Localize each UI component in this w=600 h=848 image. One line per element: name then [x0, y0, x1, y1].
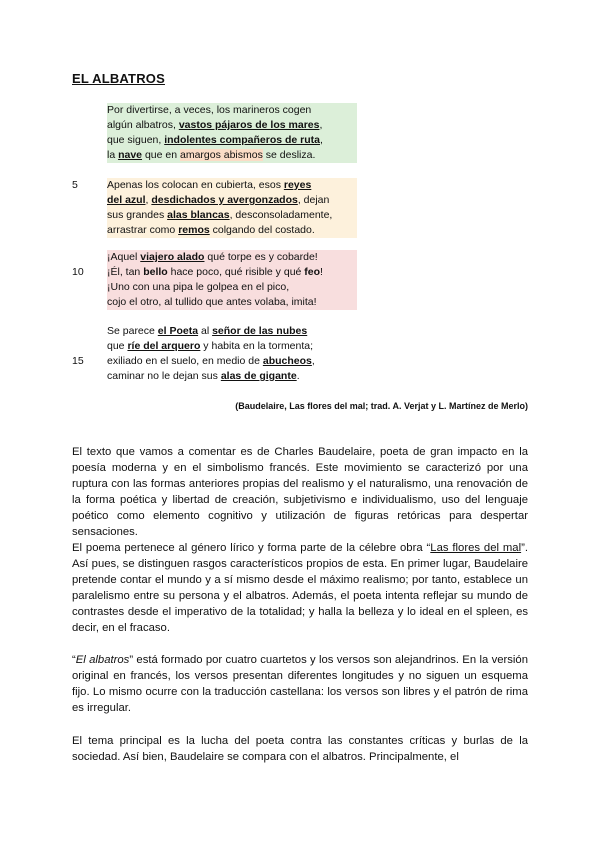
key-phrase: del azul [107, 194, 146, 206]
verse-text: sus grandes [107, 209, 168, 221]
verse-line [107, 339, 357, 354]
verse-text: ¡Aquel [107, 251, 141, 263]
verse-text: ¡Uno con una pipa le golpea en el pico, [107, 281, 290, 293]
key-phrase: alas blancas [167, 209, 230, 221]
verse-line [107, 223, 357, 238]
line-number: 10 [72, 266, 84, 278]
key-word: feo [304, 266, 321, 278]
paragraph-text: “ [72, 654, 76, 666]
stanza-4 [72, 324, 357, 384]
verse-text: , [320, 134, 323, 146]
stanza-2 [72, 178, 357, 238]
paragraph-text: ”. Así pues, se distinguen rasgos característicos propios de esta. En primer lugar, Baudelaire pretende contar el mundo y a sí mismo desde el máximo realismo; por tanto, establece un paralelismo entre su persona y el albatros. Además, el poeta intenta reflejar su mundo de contrastes desde el imperativo de la totalidad; y halla la belleza y lo ideal en el spleen, es decir, en el fracaso. [72, 542, 528, 634]
paragraph-text: ” está formado por cuatro cuartetos y los versos son alejandrinos. En la versión original en francés, los versos presentan diferentes longitudes y no siguen un esquema fijo. Lo mismo ocurre con la traducción castellana: los versos son libres y el patrón de rima es irregular. [72, 654, 528, 714]
verse-text: ! [320, 266, 323, 278]
verse-line [107, 324, 357, 339]
verse-line [107, 208, 357, 223]
stanza-3 [72, 250, 357, 310]
verse-text: , [319, 119, 323, 131]
line-number: 5 [72, 179, 78, 191]
verse-line [107, 193, 357, 208]
verse-text: . [296, 370, 300, 382]
key-phrase: ríe del arquero [127, 340, 201, 352]
key-phrase: vastos pájaros de los mares [178, 119, 320, 131]
verse-line [107, 250, 357, 265]
verse-text: ¡Él, tan [107, 266, 144, 278]
verse-text: algún albatros, [107, 119, 179, 131]
stanza-1 [107, 103, 357, 163]
key-phrase: abucheos [262, 355, 312, 367]
verse-line [107, 103, 357, 118]
verse-text: , desconsoladamente, [229, 209, 333, 221]
verse-text: , [311, 355, 315, 367]
verse-text: exiliado en el suelo, en medio de [107, 355, 263, 367]
poem-credit: (Baudelaire, Las flores del mal; trad. A. Verjat y L. Martínez de Merlo) [235, 401, 528, 411]
key-phrase: viajero alado [140, 251, 205, 263]
paragraph-text: El poema pertenece al género lírico y forma parte de la célebre obra “ [72, 542, 431, 554]
verse-line [72, 178, 357, 193]
paragraph-block-1 [72, 444, 528, 636]
key-phrase: indolentes compañeros de ruta [164, 134, 321, 146]
verse-text: caminar no le dejan sus [107, 370, 221, 382]
paragraph-block-2 [72, 652, 528, 716]
document-title: EL ALBATROS [72, 71, 165, 86]
key-phrase: señor de las nubes [212, 325, 308, 337]
paragraph-block-3 [72, 733, 528, 765]
verse-text: qué torpe es y cobarde! [204, 251, 318, 263]
verse-text: y habita en la tormenta; [200, 340, 314, 352]
key-phrase: reyes [283, 179, 312, 191]
key-phrase: alas de gigante [220, 370, 297, 382]
verse-text: Apenas los colocan en cubierta, esos [107, 179, 284, 191]
key-phrase: remos [178, 224, 210, 236]
verse-line [107, 369, 357, 384]
verse-text: Por divertirse, a veces, los marineros cogen [107, 104, 312, 116]
key-phrase: desdichados y avergonzados [151, 194, 298, 206]
verse-line [107, 133, 357, 148]
verse-line [107, 148, 357, 163]
verse-text: arrastrar como [107, 224, 179, 236]
verse-text: , dejan [297, 194, 330, 206]
verse-line [107, 295, 357, 310]
verse-text: al [198, 325, 213, 337]
poem-title-italic: El albatros [75, 654, 130, 666]
paragraph-genre [72, 540, 528, 636]
verse-text: la [107, 149, 119, 161]
verse-text: que [107, 340, 128, 352]
verse-text: hace poco, qué risible y qué [167, 266, 305, 278]
verse-text: Se parece [107, 325, 158, 337]
verse-text: que en [142, 149, 180, 161]
verse-text: que siguen, [107, 134, 165, 146]
key-word: bello [143, 266, 168, 278]
paragraph-intro: El texto que vamos a comentar es de Charles Baudelaire, poeta de gran impacto en la poesía moderna y en el simbolismo francés. Este movimiento se caracterizó por una ruptura con las formas anteriores propias del realismo y el naturalismo, una renovación de la forma poética y libertad de creación, subjetivismo e individualismo, uso del lenguaje poético como elemento cognitivo y utilización de figuras retóricas para despertar sensaciones. [72, 446, 528, 538]
key-phrase: nave [118, 149, 143, 161]
highlighted-phrase: amargos abismos [179, 149, 263, 161]
verse-line [107, 118, 357, 133]
verse-line [72, 265, 357, 280]
verse-line [107, 280, 357, 295]
paragraph-structure [72, 652, 528, 716]
verse-text: cojo el otro, al tullido que antes volaba, imita! [107, 296, 317, 308]
paragraph-theme: El tema principal es la lucha del poeta contra las constantes críticas y burlas de la sociedad. Así bien, Baudelaire se compara con el albatros. Principalmente, el [72, 735, 528, 763]
verse-text: , [145, 194, 152, 206]
line-number: 15 [72, 355, 84, 367]
key-phrase: el Poeta [157, 325, 199, 337]
work-title-link[interactable]: Las flores del mal [430, 542, 522, 554]
verse-line [72, 354, 357, 369]
verse-text: colgando del costado. [209, 224, 315, 236]
verse-text: se desliza. [262, 149, 316, 161]
